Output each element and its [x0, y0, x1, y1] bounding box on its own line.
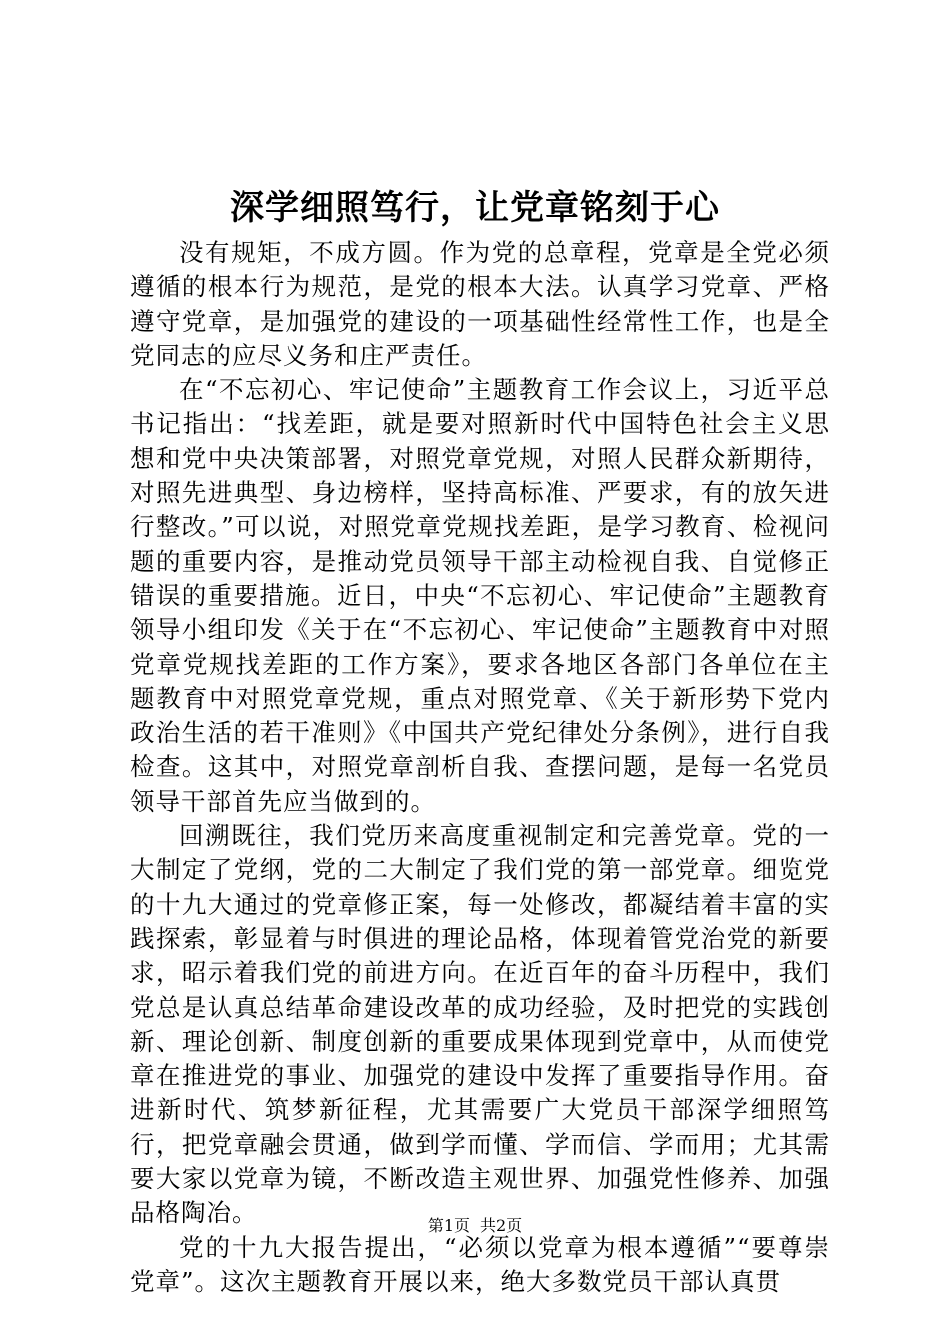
page-number: 第1页	[427, 1216, 470, 1235]
page-total: 共2页	[480, 1216, 523, 1235]
paragraph: 没有规矩，不成方圆。作为党的总章程，党章是全党必须遵循的根本行为规范，是党的根本大法。认真学习党章、严格遵守党章，是加强党的建设的一项基础性经常性工作，也是全党同志的应尽义务和庄严责任。	[130, 238, 830, 370]
paragraph: 党的十九大报告提出，“必须以党章为根本遵循”“要尊崇党章”。这次主题教育开展以来，绝大多数党员干部认真贯	[130, 1232, 830, 1296]
paragraph: 在“不忘初心、牢记使命”主题教育工作会议上，习近平总书记指出：“找差距，就是要对照新时代中国特色社会主义思想和党中央决策部署，对照党章党规，对照人民群众新期待，对照先进典型、身边榜样，坚持高标准、严要求，有的放矢进行整改。”可以说，对照党章党规找差距，是学习教育、检视问题的重要内容，是推动党员领导干部主动检视自我、自觉修正错误的重要措施。近日，中央“不忘初心、牢记使命”主题教育领导小组印发《关于在“不忘初心、牢记使命”主题教育中对照党章党规找差距的工作方案》，要求各地区各部门各单位在主题教育中对照党章党规，重点对照党章、《关于新形势下党内政治生活的若干准则》《中国共产党纪律处分条例》，进行自我检查。这其中，对照党章剖析自我、查摆问题，是每一名党员领导干部首先应当做到的。	[130, 375, 830, 816]
document-body	[130, 236, 830, 1299]
page-footer	[0, 1215, 950, 1237]
document-title: 深学细照笃行，让党章铭刻于心	[230, 188, 720, 228]
paragraph: 回溯既往，我们党历来高度重视制定和完善党章。党的一大制定了党纲，党的二大制定了我们党的第一部党章。细览党的十九大通过的党章修正案，每一处修改，都凝结着丰富的实践探索，彰显着与时俱进的理论品格，体现着管党治党的新要求，昭示着我们党的前进方向。在近百年的奋斗历程中，我们党总是认真总结革命建设改革的成功经验，及时把党的实践创新、理论创新、制度创新的重要成果体现到党章中，从而使党章在推进党的事业、加强党的建设中发挥了重要指导作用。奋进新时代、筑梦新征程，尤其需要广大党员干部深学细照笃行，把党章融会贯通，做到学而懂、学而信、学而用；尤其需要大家以党章为镜，不断改造主观世界、加强党性修养、加强品格陶冶。	[130, 821, 830, 1228]
